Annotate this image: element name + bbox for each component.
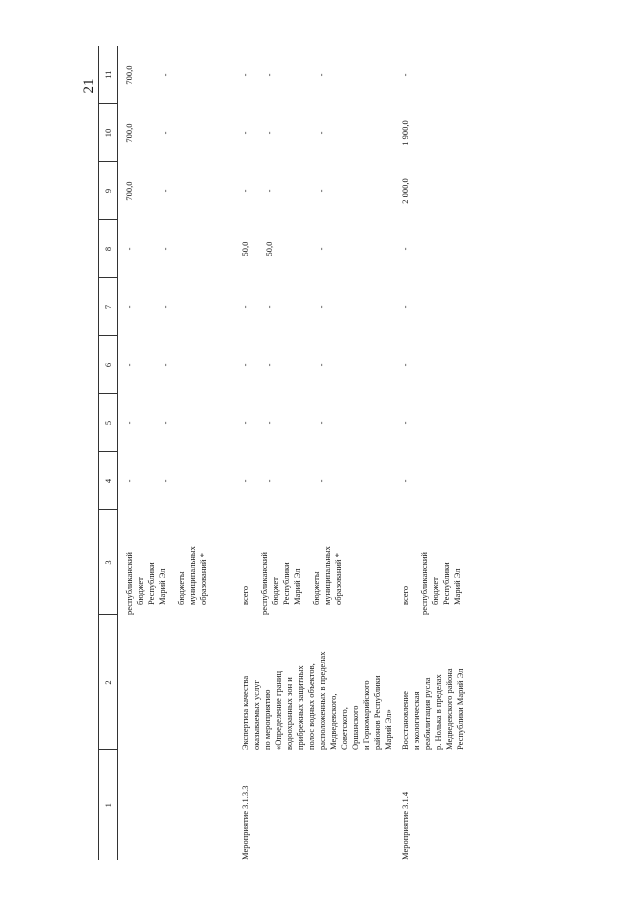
column-header: 5 (99, 394, 118, 452)
table-row (394, 46, 490, 860)
value-cell: - - - (240, 131, 326, 135)
column-header: 10 (99, 104, 118, 162)
value-cell: - - - (240, 421, 326, 425)
value-cell: - - - (240, 73, 326, 77)
value-cell: - - - (240, 189, 326, 193)
budget-source: бюджеты муниципальных образований * (311, 546, 343, 605)
budget-source: бюджеты муниципальных образований * (176, 546, 208, 605)
budget-source-cell (118, 510, 235, 615)
value-cell: - (400, 421, 410, 425)
table-row (234, 46, 394, 860)
value-cell: - (400, 73, 410, 77)
activity-name-cell: Восстановление и экологическая реабилитация русла р. Нолька в пределах Медведевского района Республики Марий Эл (400, 668, 465, 750)
activity-id-cell (118, 750, 235, 860)
value-cell: - (400, 479, 410, 483)
value-cell: - - - (240, 479, 326, 483)
column-header: 11 (99, 46, 118, 104)
budget-source: всего (240, 585, 250, 605)
column-header: 2 (99, 615, 118, 750)
value-cell: - (400, 305, 410, 309)
budget-table (98, 65, 473, 860)
activity-name-cell (118, 615, 235, 750)
column-header: 4 (99, 452, 118, 510)
value-cell: 2 000,0 (400, 178, 410, 204)
value-cell: - - (124, 247, 170, 251)
value-cell: - - (124, 421, 170, 425)
budget-source-cell (394, 510, 490, 615)
activity-id-cell (394, 750, 490, 860)
value-cell: 700,0 - (124, 181, 170, 201)
value-cell: 700,0 - (124, 123, 170, 143)
value-cell: - - (124, 305, 170, 309)
budget-source: республиканский бюджет Республики Марий Эл (419, 552, 462, 615)
page-number: 21 (81, 78, 97, 94)
activity-id: Мероприятие 3.1.3.3 (240, 785, 250, 860)
activity-id: Мероприятие 3.1.4 (400, 791, 410, 860)
column-header: 6 (99, 336, 118, 394)
value-cell: - - - (240, 305, 326, 309)
column-header-row (99, 46, 118, 860)
column-header: 8 (99, 220, 118, 278)
value-cell: - - (124, 363, 170, 367)
column-header: 7 (99, 278, 118, 336)
table-row (118, 46, 235, 860)
value-cell: - - - (240, 363, 326, 367)
value-cell: - (400, 363, 410, 367)
value-cell: 700,0 - (124, 65, 170, 85)
value-cell: 50,0 50,0 - (240, 241, 326, 257)
table-grid (98, 46, 490, 860)
column-header: 9 (99, 162, 118, 220)
value-cell: - - (124, 479, 170, 483)
budget-source: республиканский бюджет Республики Марий Эл (124, 552, 167, 615)
column-header: 3 (99, 510, 118, 615)
activity-id-cell (234, 750, 394, 860)
budget-source: республиканский бюджет Республики Марий Эл (259, 552, 302, 615)
budget-source-cell (234, 510, 394, 615)
activity-name-cell: Экспертиза качества оказываемых услуг по мероприятию «Определение границ водоохранных зон и прибрежных защитных полос водных объектов, расположенных в пределах Медведевского, Советского, Оршанского и Горномарийского районов Республики Марий Эл» (240, 651, 393, 750)
column-header: 1 (99, 750, 118, 860)
value-cell: 1 900,0 (400, 120, 410, 146)
budget-source: всего (400, 585, 410, 605)
value-cell: - (400, 247, 410, 251)
